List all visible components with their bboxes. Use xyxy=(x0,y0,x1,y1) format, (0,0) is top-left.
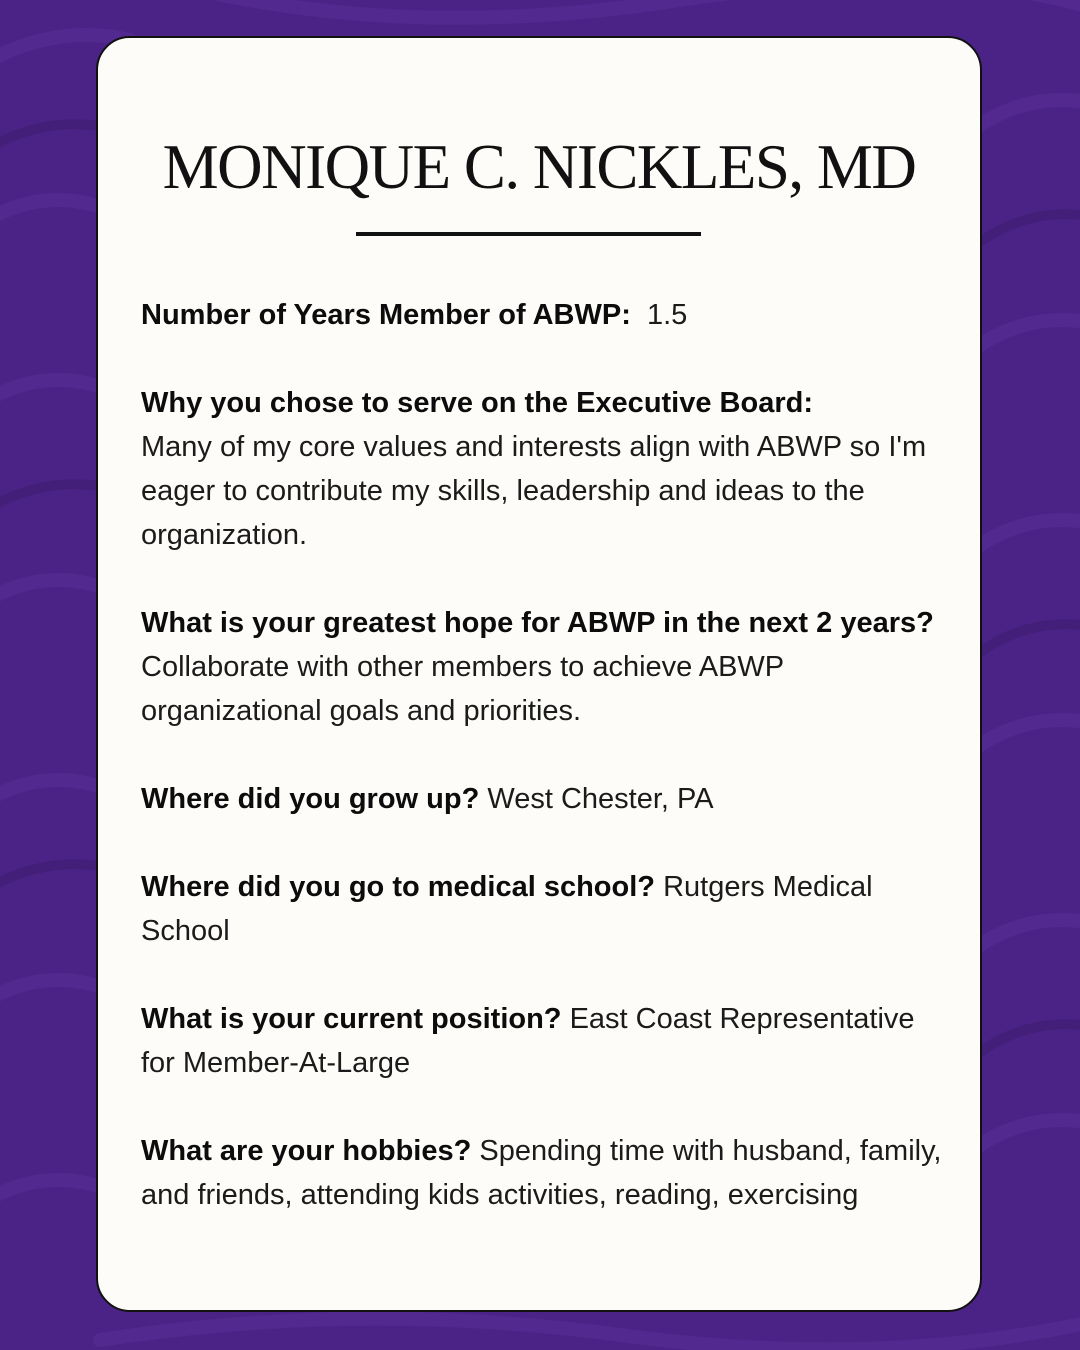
qa-answer: Collaborate with other members to achieve ABWP organizational goals and priorities. xyxy=(141,651,784,727)
profile-name: MONIQUE C. NICKLES, MD xyxy=(162,132,916,202)
qa-hobbies xyxy=(141,1129,946,1217)
title-divider xyxy=(356,232,701,236)
qa-question: What is your greatest hope for ABWP in the next 2 years? xyxy=(141,607,934,639)
qa-greatest-hope xyxy=(141,601,946,733)
qa-medical-school xyxy=(141,865,946,953)
qa-answer: Many of my core values and interests align with ABWP so I'm eager to contribute my skills, leadership and ideas to the organization. xyxy=(141,431,927,551)
qa-question: What is your current position? xyxy=(141,1003,562,1035)
qa-grow-up xyxy=(141,777,946,821)
qa-question: Number of Years Member of ABWP: xyxy=(141,299,631,331)
profile-card xyxy=(96,36,982,1312)
qa-answer: Rutgers Medical School xyxy=(141,871,873,947)
qa-current-position xyxy=(141,997,946,1085)
qa-question: Where did you go to medical school? xyxy=(141,871,655,903)
qa-answer: Spending time with husband, family, and friends, attending kids activities, reading, exercising xyxy=(141,1135,942,1211)
qa-question: Why you chose to serve on the Executive Board: xyxy=(141,387,813,419)
qa-question: What are your hobbies? xyxy=(141,1135,472,1167)
qa-years-member xyxy=(141,293,946,337)
qa-answer: 1.5 xyxy=(647,299,688,331)
qa-answer: East Coast Representative for Member-At-Large xyxy=(141,1003,915,1079)
qa-answer: West Chester, PA xyxy=(487,783,714,815)
qa-why-board xyxy=(141,381,946,557)
qa-question: Where did you grow up? xyxy=(141,783,480,815)
